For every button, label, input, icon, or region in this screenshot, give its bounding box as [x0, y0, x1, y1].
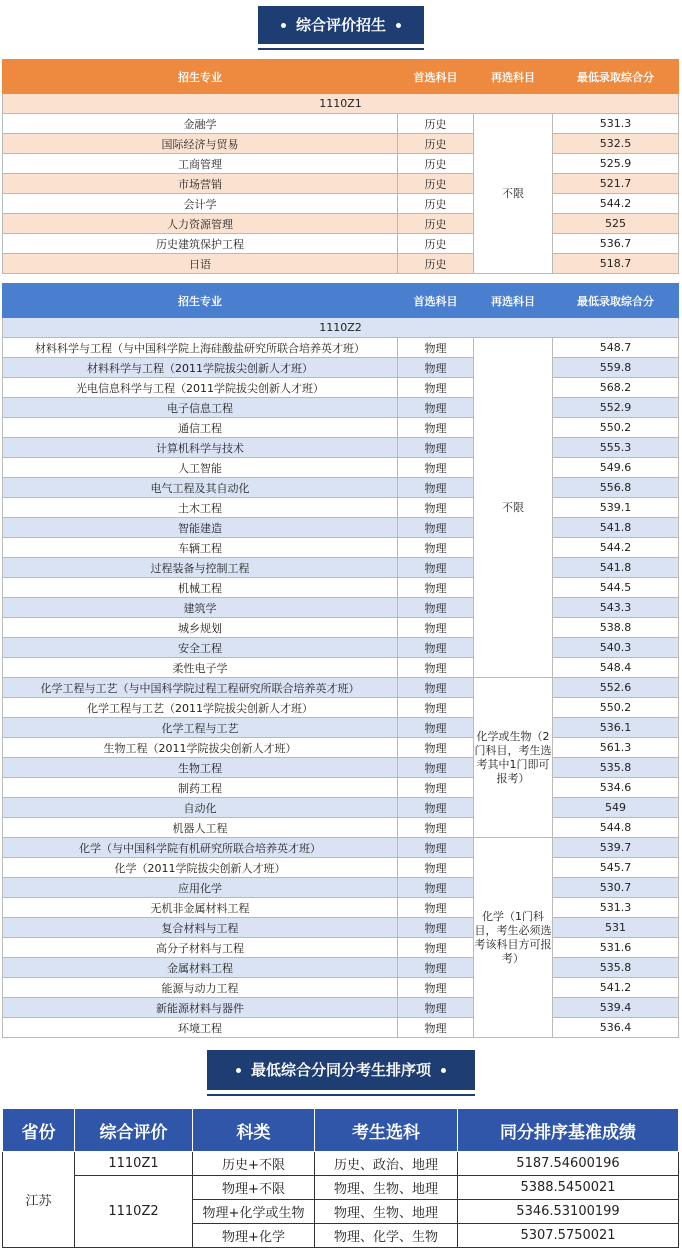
score-cell: 536.1: [553, 718, 679, 738]
major-cell: 应用化学: [3, 878, 398, 898]
score-cell: 544.2: [553, 538, 679, 558]
major-cell: 制药工程: [3, 778, 398, 798]
first-subject-cell: 物理: [398, 938, 474, 958]
score-cell: 538.8: [553, 618, 679, 638]
table-row: [3, 918, 679, 938]
history-admission-table: [2, 59, 679, 274]
reselect-cell: 化学或生物（2门科目，考生选考其中1门即可报考）: [474, 678, 553, 838]
major-cell: 日语: [3, 254, 398, 274]
major-cell: 金融学: [3, 114, 398, 134]
score-cell: 559.8: [553, 358, 679, 378]
base-score-cell: 5346.53100199: [458, 1200, 679, 1224]
base-score-cell: 5307.5750021: [458, 1224, 679, 1248]
table-row: [3, 598, 679, 618]
score-cell: 541.8: [553, 518, 679, 538]
first-subject-cell: 物理: [398, 758, 474, 778]
first-subject-cell: 历史: [398, 234, 474, 254]
major-cell: 智能建造: [3, 518, 398, 538]
score-cell: 532.5: [553, 134, 679, 154]
table-row: [3, 778, 679, 798]
major-cell: 城乡规划: [3, 618, 398, 638]
score-cell: 525.9: [553, 154, 679, 174]
score-cell: 536.7: [553, 234, 679, 254]
major-cell: 金属材料工程: [3, 958, 398, 978]
score-cell: 550.2: [553, 698, 679, 718]
table-row: [3, 1176, 679, 1200]
table-row: [3, 578, 679, 598]
first-subject-cell: 物理: [398, 798, 474, 818]
first-subject-cell: 物理: [398, 538, 474, 558]
score-cell: 543.3: [553, 598, 679, 618]
table-row: [3, 958, 679, 978]
table-row: [3, 558, 679, 578]
score-cell: 539.4: [553, 998, 679, 1018]
bullet-dot-icon: [236, 1068, 241, 1073]
first-subject-cell: 物理: [398, 338, 474, 358]
major-cell: 能源与动力工程: [3, 978, 398, 998]
score-cell: 549.6: [553, 458, 679, 478]
header-reselect-subject: 再选科目: [474, 60, 553, 94]
first-subject-cell: 物理: [398, 618, 474, 638]
major-cell: 人工智能: [3, 458, 398, 478]
section-banner-comprehensive: [258, 6, 424, 44]
header-min-score: 最低录取综合分: [553, 284, 679, 318]
table-header-row: [3, 60, 679, 94]
first-subject-cell: 物理: [398, 378, 474, 398]
table-row: [3, 174, 679, 194]
table-row: [3, 858, 679, 878]
major-cell: 电气工程及其自动化: [3, 478, 398, 498]
score-cell: 539.1: [553, 498, 679, 518]
province-cell: 江苏: [3, 1152, 75, 1248]
header-category: 科类: [193, 1109, 315, 1152]
table-row: [3, 254, 679, 274]
reselect-cell: 不限: [474, 114, 553, 274]
category-cell: 物理+化学或生物: [193, 1200, 315, 1224]
score-cell: 535.8: [553, 958, 679, 978]
table-row: [3, 1152, 679, 1176]
table-row: [3, 878, 679, 898]
first-subject-cell: 物理: [398, 498, 474, 518]
subjects-cell: 历史、政治、地理: [315, 1152, 458, 1176]
table-row: [3, 678, 679, 698]
header-province: 省份: [3, 1109, 75, 1152]
major-cell: 过程装备与控制工程: [3, 558, 398, 578]
section-banner-tiebreak: [207, 1050, 475, 1090]
code-cell: 1110Z2: [75, 1176, 193, 1248]
score-cell: 535.8: [553, 758, 679, 778]
table-row: [3, 998, 679, 1018]
first-subject-cell: 历史: [398, 214, 474, 234]
score-cell: 544.5: [553, 578, 679, 598]
score-cell: 544.8: [553, 818, 679, 838]
major-cell: 柔性电子学: [3, 658, 398, 678]
category-cell: 历史+不限: [193, 1152, 315, 1176]
table-row: [3, 498, 679, 518]
first-subject-cell: 物理: [398, 1018, 474, 1038]
table-row: [3, 458, 679, 478]
score-cell: 531.3: [553, 898, 679, 918]
subjects-cell: 物理、生物、地理: [315, 1200, 458, 1224]
table-row: [3, 818, 679, 838]
group-code: 1110Z2: [3, 318, 679, 338]
table-row: [3, 358, 679, 378]
table-row: [3, 618, 679, 638]
score-cell: 561.3: [553, 738, 679, 758]
score-cell: 548.7: [553, 338, 679, 358]
table-row: [3, 234, 679, 254]
table-row: [3, 758, 679, 778]
table-row: [3, 938, 679, 958]
base-score-cell: 5388.5450021: [458, 1176, 679, 1200]
first-subject-cell: 历史: [398, 194, 474, 214]
major-cell: 电子信息工程: [3, 398, 398, 418]
table-row: [3, 154, 679, 174]
score-cell: 541.2: [553, 978, 679, 998]
major-cell: 机器人工程: [3, 818, 398, 838]
score-cell: 545.7: [553, 858, 679, 878]
score-cell: 518.7: [553, 254, 679, 274]
tiebreak-table: [2, 1108, 679, 1248]
score-cell: 568.2: [553, 378, 679, 398]
major-cell: 通信工程: [3, 418, 398, 438]
major-cell: 化学（2011学院拔尖创新人才班）: [3, 858, 398, 878]
major-cell: 工商管理: [3, 154, 398, 174]
first-subject-cell: 物理: [398, 898, 474, 918]
table-row: [3, 438, 679, 458]
header-subjects: 考生选科: [315, 1109, 458, 1152]
major-cell: 历史建筑保护工程: [3, 234, 398, 254]
score-cell: 541.8: [553, 558, 679, 578]
subjects-cell: 物理、生物、地理: [315, 1176, 458, 1200]
first-subject-cell: 物理: [398, 658, 474, 678]
score-cell: 521.7: [553, 174, 679, 194]
first-subject-cell: 物理: [398, 638, 474, 658]
header-first-subject: 首选科目: [398, 284, 474, 318]
first-subject-cell: 物理: [398, 398, 474, 418]
first-subject-cell: 物理: [398, 838, 474, 858]
first-subject-cell: 物理: [398, 598, 474, 618]
major-cell: 材料科学与工程（2011学院拔尖创新人才班）: [3, 358, 398, 378]
major-cell: 会计学: [3, 194, 398, 214]
major-cell: 化学工程与工艺: [3, 718, 398, 738]
score-cell: 531.3: [553, 114, 679, 134]
score-cell: 539.7: [553, 838, 679, 858]
table-row: [3, 978, 679, 998]
first-subject-cell: 物理: [398, 458, 474, 478]
major-cell: 安全工程: [3, 638, 398, 658]
major-cell: 市场营销: [3, 174, 398, 194]
first-subject-cell: 历史: [398, 254, 474, 274]
score-cell: 530.7: [553, 878, 679, 898]
first-subject-cell: 物理: [398, 978, 474, 998]
major-cell: 生物工程: [3, 758, 398, 778]
table-row: [3, 398, 679, 418]
score-cell: 534.6: [553, 778, 679, 798]
major-cell: 新能源材料与器件: [3, 998, 398, 1018]
table-row: [3, 214, 679, 234]
first-subject-cell: 物理: [398, 358, 474, 378]
table-row: [3, 194, 679, 214]
score-cell: 556.8: [553, 478, 679, 498]
first-subject-cell: 物理: [398, 518, 474, 538]
table-row: [3, 738, 679, 758]
physics-admission-table: [2, 283, 679, 1038]
first-subject-cell: 历史: [398, 114, 474, 134]
major-cell: 无机非金属材料工程: [3, 898, 398, 918]
table-row: [3, 658, 679, 678]
major-cell: 土木工程: [3, 498, 398, 518]
first-subject-cell: 物理: [398, 818, 474, 838]
bullet-dot-icon: [396, 23, 401, 28]
table-row: [3, 338, 679, 358]
group-code: 1110Z1: [3, 94, 679, 114]
table-row: [3, 478, 679, 498]
first-subject-cell: 物理: [398, 438, 474, 458]
first-subject-cell: 历史: [398, 154, 474, 174]
reselect-cell: 不限: [474, 338, 553, 678]
table-header-row: [3, 284, 679, 318]
banner-title: 最低综合分同分考生排序项: [250, 1061, 431, 1079]
table-row: [3, 798, 679, 818]
category-cell: 物理+化学: [193, 1224, 315, 1248]
major-cell: 人力资源管理: [3, 214, 398, 234]
major-cell: 建筑学: [3, 598, 398, 618]
header-first-subject: 首选科目: [398, 60, 474, 94]
table-row: [3, 538, 679, 558]
banner-title: 综合评价招生: [295, 16, 386, 34]
first-subject-cell: 物理: [398, 778, 474, 798]
score-cell: 548.4: [553, 658, 679, 678]
first-subject-cell: 物理: [398, 918, 474, 938]
table-row: [3, 1018, 679, 1038]
score-cell: 525: [553, 214, 679, 234]
group-code-row: [3, 94, 679, 114]
major-cell: 计算机科学与技术: [3, 438, 398, 458]
score-cell: 552.6: [553, 678, 679, 698]
category-cell: 物理+不限: [193, 1176, 315, 1200]
major-cell: 材料科学与工程（与中国科学院上海硅酸盐研究所联合培养英才班）: [3, 338, 398, 358]
header-comprehensive: 综合评价: [75, 1109, 193, 1152]
score-cell: 544.2: [553, 194, 679, 214]
table-row: [3, 718, 679, 738]
first-subject-cell: 物理: [398, 578, 474, 598]
score-cell: 540.3: [553, 638, 679, 658]
score-cell: 552.9: [553, 398, 679, 418]
major-cell: 化学（与中国科学院有机研究所联合培养英才班）: [3, 838, 398, 858]
header-base-score: 同分排序基准成绩: [458, 1109, 679, 1152]
header-major: 招生专业: [3, 284, 398, 318]
table-row: [3, 418, 679, 438]
table-row: [3, 518, 679, 538]
major-cell: 光电信息科学与工程（2011学院拔尖创新人才班）: [3, 378, 398, 398]
first-subject-cell: 物理: [398, 418, 474, 438]
table-header-row: [3, 1109, 679, 1152]
first-subject-cell: 物理: [398, 558, 474, 578]
major-cell: 车辆工程: [3, 538, 398, 558]
score-cell: 550.2: [553, 418, 679, 438]
score-cell: 549: [553, 798, 679, 818]
score-cell: 531.6: [553, 938, 679, 958]
table-row: [3, 698, 679, 718]
score-cell: 555.3: [553, 438, 679, 458]
first-subject-cell: 物理: [398, 878, 474, 898]
bullet-dot-icon: [441, 1068, 446, 1073]
base-score-cell: 5187.54600196: [458, 1152, 679, 1176]
major-cell: 机械工程: [3, 578, 398, 598]
header-min-score: 最低录取综合分: [553, 60, 679, 94]
major-cell: 生物工程（2011学院拔尖创新人才班）: [3, 738, 398, 758]
table-row: [3, 114, 679, 134]
first-subject-cell: 物理: [398, 698, 474, 718]
first-subject-cell: 物理: [398, 718, 474, 738]
first-subject-cell: 物理: [398, 678, 474, 698]
table-row: [3, 378, 679, 398]
first-subject-cell: 历史: [398, 174, 474, 194]
major-cell: 自动化: [3, 798, 398, 818]
score-cell: 536.4: [553, 1018, 679, 1038]
code-cell: 1110Z1: [75, 1152, 193, 1176]
first-subject-cell: 物理: [398, 998, 474, 1018]
table-row: [3, 638, 679, 658]
score-cell: 531: [553, 918, 679, 938]
first-subject-cell: 物理: [398, 738, 474, 758]
first-subject-cell: 历史: [398, 134, 474, 154]
table-row: [3, 898, 679, 918]
major-cell: 化学工程与工艺（2011学院拔尖创新人才班）: [3, 698, 398, 718]
group-code-row: [3, 318, 679, 338]
first-subject-cell: 物理: [398, 478, 474, 498]
major-cell: 国际经济与贸易: [3, 134, 398, 154]
first-subject-cell: 物理: [398, 958, 474, 978]
major-cell: 高分子材料与工程: [3, 938, 398, 958]
header-major: 招生专业: [3, 60, 398, 94]
major-cell: 环境工程: [3, 1018, 398, 1038]
first-subject-cell: 物理: [398, 858, 474, 878]
bullet-dot-icon: [281, 23, 286, 28]
major-cell: 化学工程与工艺（与中国科学院过程工程研究所联合培养英才班）: [3, 678, 398, 698]
subjects-cell: 物理、化学、生物: [315, 1224, 458, 1248]
header-reselect-subject: 再选科目: [474, 284, 553, 318]
table-row: [3, 838, 679, 858]
table-row: [3, 134, 679, 154]
reselect-cell: 化学（1门科目，考生必须选考该科目方可报考）: [474, 838, 553, 1038]
major-cell: 复合材料与工程: [3, 918, 398, 938]
